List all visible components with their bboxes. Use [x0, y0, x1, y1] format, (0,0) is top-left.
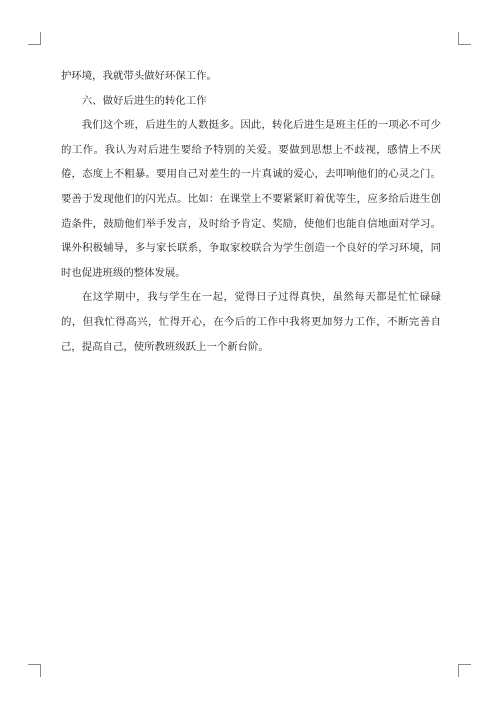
page-corner-mark-bottom-left: [28, 664, 41, 677]
section-heading: 六、做好后进生的转化工作: [81, 94, 207, 107]
paragraph-conclusion: 在这学期中，我与学生在一起，觉得日子过得真快，虽然每天都是忙忙碌碌的，但我忙得高兴，忙得开心，在今后的工作中我将更加努力工作，不断完善自己，提高自己，使所教班级跃上一个新台阶。: [61, 291, 441, 353]
paragraph-continuation: 护环境，我就带头做好环保工作。: [61, 70, 217, 82]
document-body: [61, 64, 441, 359]
page-corner-mark-top-right: [458, 32, 471, 45]
page-corner-mark-top-left: [28, 32, 41, 45]
paragraph-underachievers: 我们这个班，后进生的人数挺多。因此，转化后进生是班主任的一项必不可少的工作。我认为对后进生要给予特别的关爱。要做到思想上不歧视，感情上不厌倦，态度上不粗暴。要用自己对差生的一片真诚的爱心，去叩响他们的心灵之门。要善于发现他们的闪光点。比如：在课堂上不要紧紧盯着优等生，应多给后进生创造条件，鼓励他们举手发言，及时给予肯定、奖励，使他们也能自信地面对学习。课外积极辅导，多与家长联系，争取家校联合为学生创造一个良好的学习环境，同时也促进班级的整体发展。: [61, 119, 441, 279]
page-corner-mark-bottom-right: [458, 664, 471, 677]
